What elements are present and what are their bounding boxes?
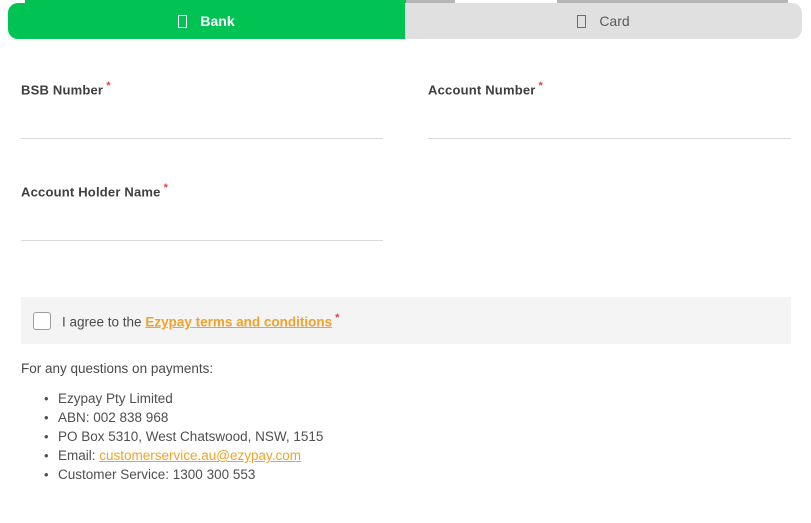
list-item-address: • PO Box 5310, West Chatswood, NSW, 1515 [21, 427, 761, 446]
terms-checkbox[interactable] [33, 312, 51, 330]
account-holder-name-input[interactable] [21, 201, 383, 241]
bsb-input[interactable] [21, 99, 383, 139]
terms-and-conditions-link[interactable]: Ezypay terms and conditions [145, 314, 333, 330]
required-marker: * [163, 182, 169, 194]
bank-icon [178, 15, 187, 28]
list-item-customer-service-phone: • Customer Service: 1300 300 553 [21, 465, 761, 484]
list-item-email: • Email: customerservice.au@ezypay.com [21, 446, 761, 465]
terms-agreement-text: I agree to the Ezypay terms and conditions * [62, 311, 340, 330]
account-holder-name-label: Account Holder Name * [21, 182, 169, 200]
required-marker: * [106, 80, 111, 92]
account-number-field [428, 80, 791, 97]
tab-card[interactable] [405, 3, 802, 39]
customer-service-email-link[interactable]: customerservice.au@ezypay.com [99, 448, 302, 463]
list-item-company-name: • Ezypay Pty Limited [21, 389, 761, 408]
payment-method-tabs [8, 3, 802, 39]
terms-agreement-row [21, 297, 791, 344]
account-number-label: Account Number * [428, 80, 544, 98]
card-icon [577, 15, 586, 28]
account-holder-name-field [21, 182, 383, 199]
required-marker: * [538, 80, 544, 92]
payments-questions-intro: For any questions on payments: [21, 361, 214, 376]
account-number-input[interactable] [428, 99, 791, 139]
list-item-abn: • ABN: 002 838 968 [21, 408, 761, 427]
tab-card-label: Card [599, 13, 630, 29]
company-info-list [21, 389, 761, 484]
bsb-field [21, 80, 383, 97]
tab-bank-label: Bank [200, 13, 235, 29]
required-marker: * [335, 311, 340, 324]
tab-bank[interactable] [8, 3, 405, 39]
bsb-label: BSB Number * [21, 80, 111, 98]
